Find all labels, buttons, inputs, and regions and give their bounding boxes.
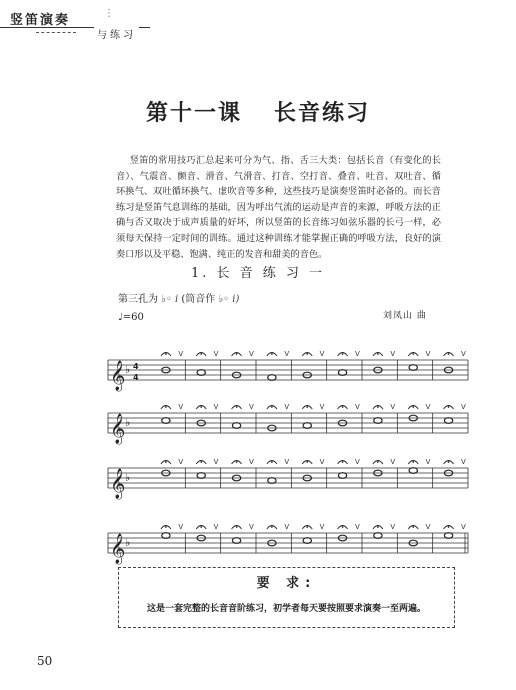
music-staff-1 — [108, 342, 473, 402]
intro-text: 竖笛的常用技巧汇总起来可分为气、指、舌三大类：包括长音（有变化的长音）、气震音、颤音、滑音、气滑音、打音、空打音、叠音、吐音、双吐音、循环换气、双吐循环换气、虚吹音等多种，这些技巧是演奏竖笛时必备的。而长音练习是竖笛气息训练的基础，因为呼出气流的运动是声音的来源，呼吸方法的正确与否又取决于成声质量的好坏，所以竖笛的长音练习如弦乐器的长弓一样，必须每天保持一定时间的训练。通过这种训练才能掌握正确的呼吸方法，良好的演奏口形以及平稳、饱满、纯正的发音和甜美的音色。 — [116, 155, 441, 260]
fermata-dot — [412, 461, 414, 463]
breath-mark-icon: V — [319, 458, 325, 466]
header-dashed-rule — [36, 32, 76, 33]
breath-mark-icon: V — [319, 523, 325, 531]
music-staff-2 — [108, 395, 473, 455]
fermata-dot — [200, 406, 202, 408]
breath-mark-icon: V — [425, 350, 431, 358]
fermata-dot — [271, 461, 273, 463]
key-paren-text: (筒音作 — [181, 294, 216, 305]
time-signature-bottom: 4 — [133, 373, 139, 382]
fermata-dot — [200, 526, 202, 528]
flat-sign-icon: ♭ — [125, 536, 131, 549]
flat-sign-icon: ♭ — [125, 363, 131, 376]
fermata-dot — [165, 406, 167, 408]
whole-note — [374, 418, 382, 424]
breath-mark-icon: V — [284, 403, 290, 411]
fermata-dot — [306, 526, 308, 528]
fermata-dot — [412, 353, 414, 355]
lesson-number: 第十一课 — [145, 101, 242, 126]
lesson-name: 长音练习 — [274, 101, 371, 126]
header-title: 竖笛演奏 — [10, 13, 71, 28]
breath-mark-icon: V — [213, 350, 219, 358]
intro-paragraph — [116, 153, 441, 262]
fermata-dot — [165, 526, 167, 528]
whole-note — [232, 423, 240, 429]
music-staff-4 — [108, 515, 473, 575]
whole-note — [197, 473, 205, 479]
whole-note — [197, 370, 205, 376]
breath-mark-icon: V — [355, 458, 360, 466]
fermata-dot — [448, 353, 450, 355]
breath-mark-icon: V — [390, 523, 396, 531]
fermata-dot — [448, 461, 450, 463]
fermata-dot — [306, 353, 308, 355]
whole-note — [338, 370, 346, 376]
breath-mark-icon: V — [178, 458, 184, 466]
breath-mark-icon: V — [355, 523, 360, 531]
breath-mark-icon: V — [213, 458, 219, 466]
time-signature: 4 — [133, 362, 139, 371]
whole-note — [444, 418, 452, 424]
breath-mark-icon: V — [284, 458, 290, 466]
music-staff-3 — [108, 450, 473, 510]
fermata-dot — [412, 526, 414, 528]
breath-mark-icon: V — [425, 458, 431, 466]
breath-mark-icon: V — [249, 350, 254, 358]
breath-mark-icon: V — [178, 403, 184, 411]
fermata-dot — [236, 461, 238, 463]
breath-mark-icon: V — [355, 350, 360, 358]
whole-note — [303, 538, 311, 544]
breath-mark-icon: V — [213, 523, 219, 531]
fermata-dot — [306, 461, 308, 463]
header-ornament: ⋮ — [104, 8, 114, 19]
fermata-dot — [448, 406, 450, 408]
handwritten-key-mark-2: ♭◦ ⅰ) — [218, 294, 240, 305]
breath-mark-icon: V — [213, 403, 219, 411]
breath-mark-icon: V — [178, 523, 184, 531]
lesson-title — [0, 96, 516, 127]
whole-note — [232, 538, 240, 544]
breath-mark-icon: V — [284, 523, 290, 531]
key-signature-note — [118, 290, 239, 305]
breath-mark-icon: V — [355, 403, 360, 411]
breath-mark-icon: V — [461, 523, 466, 531]
treble-clef-icon: 𝄞 — [110, 534, 126, 564]
fermata-dot — [200, 461, 202, 463]
breath-mark-icon: V — [249, 458, 254, 466]
fermata-dot — [200, 353, 202, 355]
whole-note — [268, 375, 276, 381]
requirement-box — [118, 567, 455, 628]
fermata-dot — [342, 406, 344, 408]
key-text: 第三孔为 — [118, 294, 158, 305]
breath-mark-icon: V — [319, 403, 325, 411]
breath-mark-icon: V — [461, 403, 466, 411]
breath-mark-icon: V — [390, 350, 396, 358]
handwritten-key-mark: ♭◦ ⅰ — [161, 294, 179, 305]
breath-mark-icon: V — [319, 350, 325, 358]
breath-mark-icon: V — [390, 403, 396, 411]
breath-mark-icon: V — [425, 523, 431, 531]
whole-note — [374, 533, 382, 539]
fermata-dot — [236, 353, 238, 355]
flat-sign-icon: ♭ — [125, 471, 131, 484]
fermata-dot — [377, 406, 379, 408]
whole-note — [338, 473, 346, 479]
treble-clef-icon: 𝄞 — [110, 414, 126, 444]
whole-note — [303, 423, 311, 429]
breath-mark-icon: V — [249, 403, 254, 411]
whole-note — [162, 418, 170, 424]
whole-note — [409, 365, 417, 371]
treble-clef-icon: 𝄞 — [110, 361, 126, 391]
exercise-heading: 1. 长 音 练 习 一 — [190, 266, 326, 281]
treble-clef-icon: 𝄞 — [110, 469, 126, 499]
whole-note — [444, 533, 452, 539]
fermata-dot — [342, 353, 344, 355]
breath-mark-icon: V — [249, 523, 254, 531]
whole-note — [409, 468, 417, 474]
fermata-dot — [236, 406, 238, 408]
fermata-dot — [236, 526, 238, 528]
fermata-dot — [377, 461, 379, 463]
tempo-marking: ♩=60 — [118, 312, 144, 323]
requirement-text: 这是一套完整的长音音阶练习，初学者每天要按照要求演奏一至两遍。 — [146, 604, 426, 614]
breath-mark-icon: V — [390, 458, 396, 466]
fermata-dot — [412, 406, 414, 408]
fermata-dot — [165, 353, 167, 355]
header-subtitle: 与练习 — [94, 26, 139, 41]
breath-mark-icon: V — [425, 403, 431, 411]
fermata-dot — [448, 526, 450, 528]
breath-mark-icon: V — [284, 350, 290, 358]
fermata-dot — [271, 406, 273, 408]
fermata-dot — [271, 526, 273, 528]
fermata-dot — [342, 461, 344, 463]
fermata-dot — [271, 353, 273, 355]
fermata-dot — [377, 526, 379, 528]
breath-mark-icon: V — [178, 350, 184, 358]
flat-sign-icon: ♭ — [125, 416, 131, 429]
fermata-dot — [306, 406, 308, 408]
requirement-title: 要 求: — [256, 576, 317, 591]
breath-mark-icon: V — [461, 350, 466, 358]
fermata-dot — [165, 461, 167, 463]
whole-note — [268, 478, 276, 484]
fermata-dot — [377, 353, 379, 355]
fermata-dot — [342, 526, 344, 528]
breath-mark-icon: V — [461, 458, 466, 466]
page-number: 50 — [37, 654, 53, 668]
composer-credit: 刘凤山 曲 — [383, 311, 427, 321]
whole-note — [162, 533, 170, 539]
